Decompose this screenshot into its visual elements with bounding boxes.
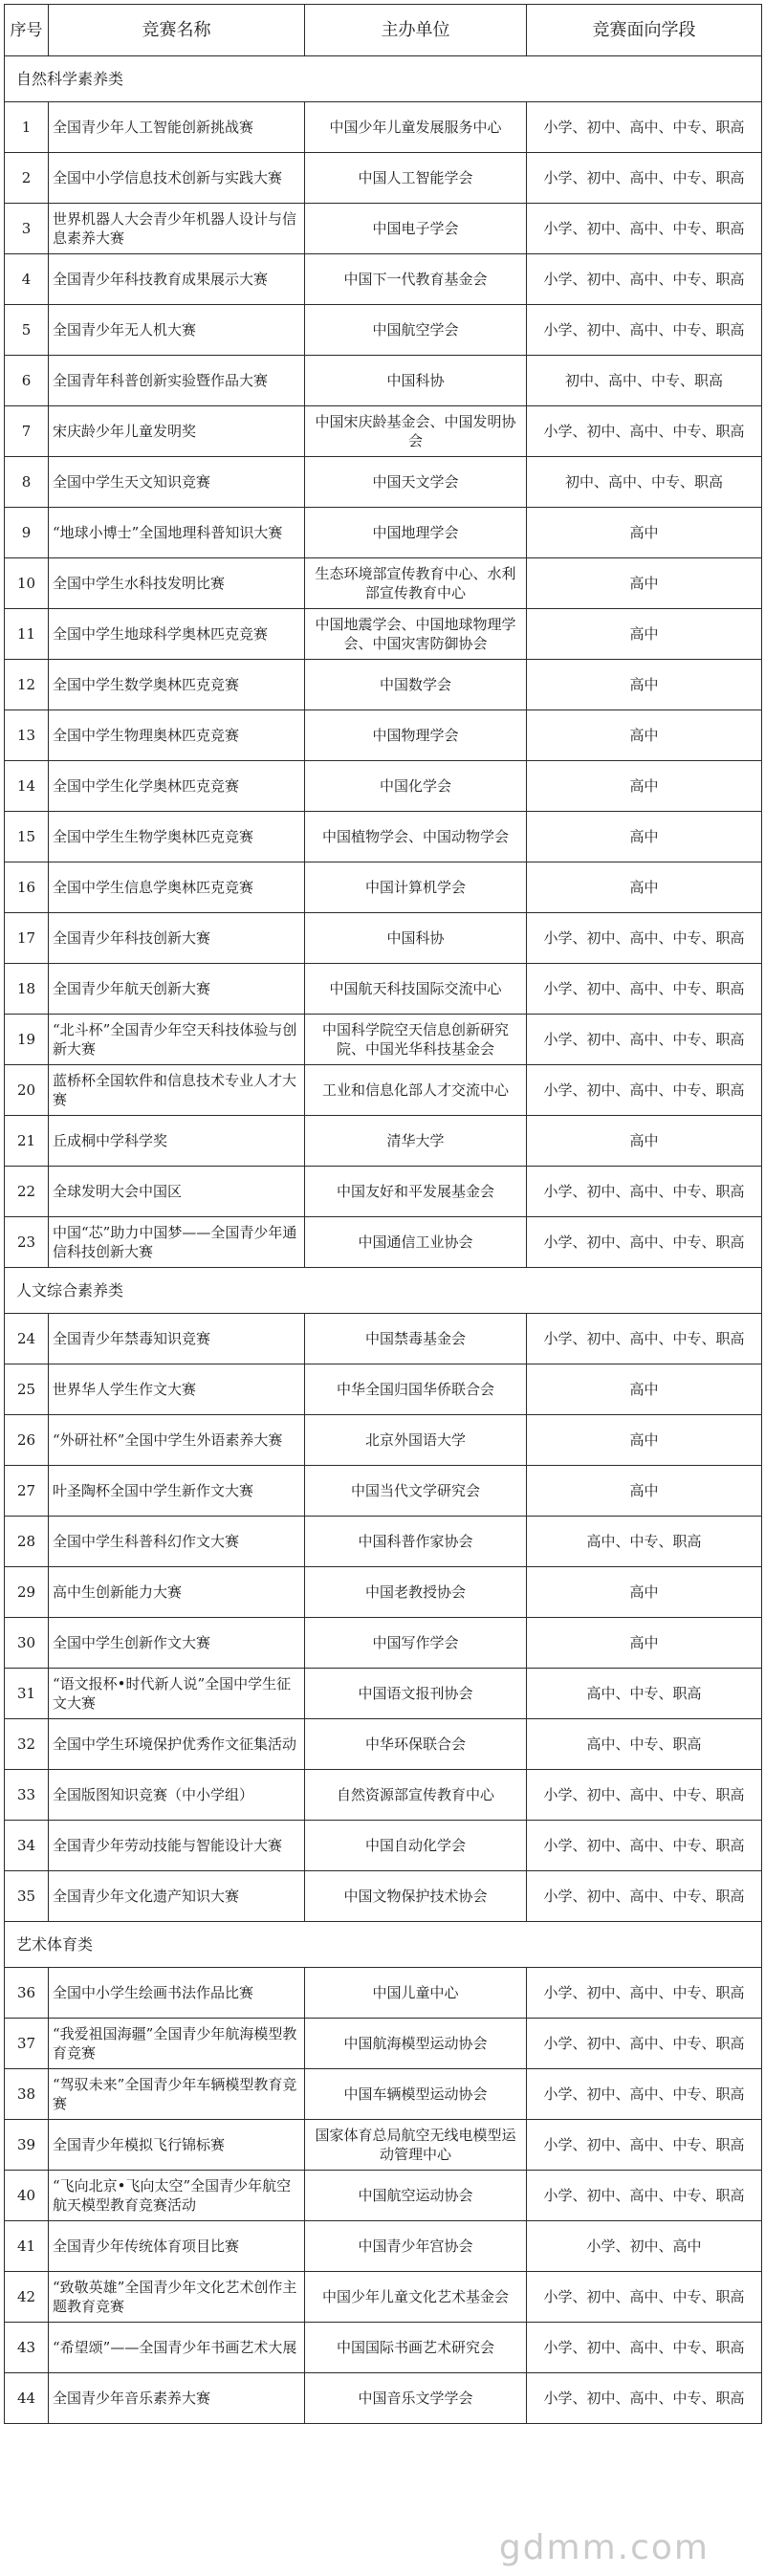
cell-organizer: 中国航天科技国际交流中心 bbox=[305, 964, 527, 1015]
cell-name: “我爱祖国海疆”全国青少年航海模型教育竞赛 bbox=[49, 2019, 305, 2069]
cell-organizer: 中国少年儿童文化艺术基金会 bbox=[305, 2272, 527, 2323]
cell-stage: 高中 bbox=[527, 609, 762, 660]
cell-no: 23 bbox=[5, 1217, 49, 1268]
cell-no: 7 bbox=[5, 406, 49, 457]
cell-name: 全国青少年航天创新大赛 bbox=[49, 964, 305, 1015]
table-row bbox=[5, 558, 762, 609]
cell-stage: 小学、初中、高中、中专、职高 bbox=[527, 1968, 762, 2019]
cell-name: 全国中小学生绘画书法作品比赛 bbox=[49, 1968, 305, 2019]
cell-stage: 小学、初中、高中、中专、职高 bbox=[527, 2171, 762, 2221]
cell-name: 全国青少年劳动技能与智能设计大赛 bbox=[49, 1821, 305, 1871]
table-body bbox=[5, 56, 762, 2424]
cell-no: 21 bbox=[5, 1116, 49, 1167]
section-row bbox=[5, 1922, 762, 1968]
cell-organizer: 中国文物保护技术协会 bbox=[305, 1871, 527, 1922]
header-stage: 竞赛面向学段 bbox=[527, 5, 762, 56]
cell-stage: 小学、初中、高中、中专、职高 bbox=[527, 406, 762, 457]
table-row bbox=[5, 1871, 762, 1922]
cell-no: 4 bbox=[5, 254, 49, 305]
cell-no: 35 bbox=[5, 1871, 49, 1922]
table-row bbox=[5, 102, 762, 153]
cell-name: 全国青少年传统体育项目比赛 bbox=[49, 2221, 305, 2272]
table-row bbox=[5, 254, 762, 305]
cell-stage: 小学、初中、高中、中专、职高 bbox=[527, 1871, 762, 1922]
cell-organizer: 中国地理学会 bbox=[305, 508, 527, 558]
cell-name: 全国中学生科普科幻作文大赛 bbox=[49, 1517, 305, 1567]
cell-name: 全国青少年模拟飞行锦标赛 bbox=[49, 2120, 305, 2171]
cell-organizer: 清华大学 bbox=[305, 1116, 527, 1167]
cell-organizer: 中国化学会 bbox=[305, 761, 527, 812]
cell-organizer: 中国计算机学会 bbox=[305, 862, 527, 913]
cell-stage: 小学、初中、高中、中专、职高 bbox=[527, 204, 762, 254]
table-row bbox=[5, 2323, 762, 2373]
cell-no: 33 bbox=[5, 1770, 49, 1821]
cell-no: 1 bbox=[5, 102, 49, 153]
cell-stage: 小学、初中、高中、中专、职高 bbox=[527, 1217, 762, 1268]
table-row bbox=[5, 1618, 762, 1669]
watermark: gdmm.com bbox=[498, 2528, 710, 2567]
table-row bbox=[5, 2221, 762, 2272]
cell-no: 25 bbox=[5, 1364, 49, 1415]
cell-organizer: 中国航海模型运动协会 bbox=[305, 2019, 527, 2069]
cell-stage: 小学、初中、高中、中专、职高 bbox=[527, 254, 762, 305]
table-header-row bbox=[5, 5, 762, 56]
cell-name: 全国中学生天文知识竞赛 bbox=[49, 457, 305, 508]
cell-stage: 小学、初中、高中、中专、职高 bbox=[527, 1821, 762, 1871]
cell-no: 20 bbox=[5, 1065, 49, 1116]
cell-stage: 高中 bbox=[527, 1364, 762, 1415]
cell-stage: 高中 bbox=[527, 1466, 762, 1517]
table-row bbox=[5, 1567, 762, 1618]
cell-no: 18 bbox=[5, 964, 49, 1015]
cell-stage: 高中 bbox=[527, 1116, 762, 1167]
table-row bbox=[5, 812, 762, 862]
table-row bbox=[5, 710, 762, 761]
table-row bbox=[5, 609, 762, 660]
cell-no: 15 bbox=[5, 812, 49, 862]
cell-no: 26 bbox=[5, 1415, 49, 1466]
table-row bbox=[5, 2120, 762, 2171]
cell-stage: 高中 bbox=[527, 660, 762, 710]
cell-name: 丘成桐中学科学奖 bbox=[49, 1116, 305, 1167]
cell-no: 32 bbox=[5, 1719, 49, 1770]
table-row bbox=[5, 204, 762, 254]
cell-no: 6 bbox=[5, 356, 49, 406]
table-row bbox=[5, 1968, 762, 2019]
section-title: 自然科学素养类 bbox=[5, 56, 762, 102]
table-row bbox=[5, 406, 762, 457]
cell-organizer: 中国科普作家协会 bbox=[305, 1517, 527, 1567]
table-row bbox=[5, 2069, 762, 2120]
cell-name: 全国青少年科技教育成果展示大赛 bbox=[49, 254, 305, 305]
cell-organizer: 中国写作学会 bbox=[305, 1618, 527, 1669]
cell-stage: 小学、初中、高中、中专、职高 bbox=[527, 913, 762, 964]
table-row bbox=[5, 1065, 762, 1116]
table-row bbox=[5, 964, 762, 1015]
cell-stage: 小学、初中、高中、中专、职高 bbox=[527, 1314, 762, 1364]
cell-stage: 高中、中专、职高 bbox=[527, 1719, 762, 1770]
table-row bbox=[5, 660, 762, 710]
table-row bbox=[5, 2272, 762, 2323]
cell-organizer: 中国地震学会、中国地球物理学会、中国灾害防御协会 bbox=[305, 609, 527, 660]
cell-no: 3 bbox=[5, 204, 49, 254]
cell-name: 世界机器人大会青少年机器人设计与信息素养大赛 bbox=[49, 204, 305, 254]
cell-no: 9 bbox=[5, 508, 49, 558]
cell-name: 中国“芯”助力中国梦——全国青少年通信科技创新大赛 bbox=[49, 1217, 305, 1268]
table-row bbox=[5, 761, 762, 812]
cell-name: “地球小博士”全国地理科普知识大赛 bbox=[49, 508, 305, 558]
cell-stage: 小学、初中、高中、中专、职高 bbox=[527, 305, 762, 356]
cell-name: 全国青少年禁毒知识竞赛 bbox=[49, 1314, 305, 1364]
cell-organizer: 中国科协 bbox=[305, 913, 527, 964]
cell-name: “驾驭未来”全国青少年车辆模型教育竞赛 bbox=[49, 2069, 305, 2120]
cell-organizer: 中国植物学会、中国动物学会 bbox=[305, 812, 527, 862]
table-row bbox=[5, 1770, 762, 1821]
cell-organizer: 中国电子学会 bbox=[305, 204, 527, 254]
cell-stage: 小学、初中、高中 bbox=[527, 2221, 762, 2272]
cell-stage: 高中、中专、职高 bbox=[527, 1669, 762, 1719]
cell-name: 全国青少年文化遗产知识大赛 bbox=[49, 1871, 305, 1922]
table-row bbox=[5, 2373, 762, 2424]
cell-organizer: 中国儿童中心 bbox=[305, 1968, 527, 2019]
cell-organizer: 中国语文报刊协会 bbox=[305, 1669, 527, 1719]
cell-stage: 初中、高中、中专、职高 bbox=[527, 356, 762, 406]
cell-no: 27 bbox=[5, 1466, 49, 1517]
table-row bbox=[5, 1466, 762, 1517]
table-row bbox=[5, 1669, 762, 1719]
cell-organizer: 中国物理学会 bbox=[305, 710, 527, 761]
cell-no: 44 bbox=[5, 2373, 49, 2424]
cell-stage: 高中 bbox=[527, 761, 762, 812]
cell-no: 12 bbox=[5, 660, 49, 710]
cell-stage: 小学、初中、高中、中专、职高 bbox=[527, 1015, 762, 1065]
cell-stage: 高中 bbox=[527, 862, 762, 913]
table-row bbox=[5, 1015, 762, 1065]
cell-no: 14 bbox=[5, 761, 49, 812]
cell-no: 19 bbox=[5, 1015, 49, 1065]
cell-no: 24 bbox=[5, 1314, 49, 1364]
cell-organizer: 中国宋庆龄基金会、中国发明协会 bbox=[305, 406, 527, 457]
cell-no: 10 bbox=[5, 558, 49, 609]
cell-stage: 小学、初中、高中、中专、职高 bbox=[527, 1065, 762, 1116]
cell-no: 29 bbox=[5, 1567, 49, 1618]
cell-organizer: 中国少年儿童发展服务中心 bbox=[305, 102, 527, 153]
cell-name: 世界华人学生作文大赛 bbox=[49, 1364, 305, 1415]
cell-organizer: 自然资源部宣传教育中心 bbox=[305, 1770, 527, 1821]
cell-organizer: 国家体育总局航空无线电模型运动管理中心 bbox=[305, 2120, 527, 2171]
cell-stage: 小学、初中、高中、中专、职高 bbox=[527, 153, 762, 204]
table-row bbox=[5, 153, 762, 204]
cell-no: 43 bbox=[5, 2323, 49, 2373]
cell-organizer: 中国天文学会 bbox=[305, 457, 527, 508]
cell-no: 22 bbox=[5, 1167, 49, 1217]
cell-organizer: 中国数学会 bbox=[305, 660, 527, 710]
cell-organizer: 北京外国语大学 bbox=[305, 1415, 527, 1466]
table-row bbox=[5, 356, 762, 406]
cell-no: 41 bbox=[5, 2221, 49, 2272]
cell-no: 39 bbox=[5, 2120, 49, 2171]
cell-no: 38 bbox=[5, 2069, 49, 2120]
cell-stage: 小学、初中、高中、中专、职高 bbox=[527, 2272, 762, 2323]
cell-stage: 初中、高中、中专、职高 bbox=[527, 457, 762, 508]
cell-organizer: 中国老教授协会 bbox=[305, 1567, 527, 1618]
cell-no: 2 bbox=[5, 153, 49, 204]
cell-organizer: 中国青少年宫协会 bbox=[305, 2221, 527, 2272]
cell-organizer: 中国当代文学研究会 bbox=[305, 1466, 527, 1517]
cell-organizer: 中国航空运动协会 bbox=[305, 2171, 527, 2221]
cell-organizer: 中国车辆模型运动协会 bbox=[305, 2069, 527, 2120]
cell-organizer: 中国科学院空天信息创新研究院、中国光华科技基金会 bbox=[305, 1015, 527, 1065]
cell-name: 全国中学生创新作文大赛 bbox=[49, 1618, 305, 1669]
cell-stage: 小学、初中、高中、中专、职高 bbox=[527, 1167, 762, 1217]
cell-organizer: 中国自动化学会 bbox=[305, 1821, 527, 1871]
section-row bbox=[5, 1268, 762, 1314]
cell-no: 28 bbox=[5, 1517, 49, 1567]
cell-name: 全国青少年人工智能创新挑战赛 bbox=[49, 102, 305, 153]
cell-name: 全国中小学信息技术创新与实践大赛 bbox=[49, 153, 305, 204]
cell-stage: 高中 bbox=[527, 558, 762, 609]
cell-organizer: 中华环保联合会 bbox=[305, 1719, 527, 1770]
header-no: 序号 bbox=[5, 5, 49, 56]
table-row bbox=[5, 913, 762, 964]
cell-name: 全国中学生信息学奥林匹克竞赛 bbox=[49, 862, 305, 913]
cell-name: “致敬英雄”全国青少年文化艺术创作主题教育竞赛 bbox=[49, 2272, 305, 2323]
cell-name: 全国青少年科技创新大赛 bbox=[49, 913, 305, 964]
table-row bbox=[5, 1217, 762, 1268]
cell-name: 全球发明大会中国区 bbox=[49, 1167, 305, 1217]
cell-name: 全国版图知识竞赛（中小学组） bbox=[49, 1770, 305, 1821]
competition-table bbox=[4, 4, 762, 2424]
cell-no: 37 bbox=[5, 2019, 49, 2069]
cell-name: 宋庆龄少年儿童发明奖 bbox=[49, 406, 305, 457]
table-row bbox=[5, 1364, 762, 1415]
table-row bbox=[5, 508, 762, 558]
cell-stage: 小学、初中、高中、中专、职高 bbox=[527, 1770, 762, 1821]
cell-organizer: 工业和信息化部人才交流中心 bbox=[305, 1065, 527, 1116]
cell-no: 11 bbox=[5, 609, 49, 660]
table-row bbox=[5, 1719, 762, 1770]
section-title: 艺术体育类 bbox=[5, 1922, 762, 1968]
cell-no: 17 bbox=[5, 913, 49, 964]
cell-stage: 小学、初中、高中、中专、职高 bbox=[527, 2120, 762, 2171]
table-row bbox=[5, 1415, 762, 1466]
section-row bbox=[5, 56, 762, 102]
cell-name: 全国中学生化学奥林匹克竞赛 bbox=[49, 761, 305, 812]
cell-stage: 高中 bbox=[527, 508, 762, 558]
cell-no: 16 bbox=[5, 862, 49, 913]
cell-no: 5 bbox=[5, 305, 49, 356]
cell-name: 全国中学生环境保护优秀作文征集活动 bbox=[49, 1719, 305, 1770]
cell-stage: 小学、初中、高中、中专、职高 bbox=[527, 2323, 762, 2373]
header-name: 竞赛名称 bbox=[49, 5, 305, 56]
cell-no: 13 bbox=[5, 710, 49, 761]
table-row bbox=[5, 1116, 762, 1167]
table-row bbox=[5, 2171, 762, 2221]
header-organizer: 主办单位 bbox=[305, 5, 527, 56]
cell-name: 叶圣陶杯全国中学生新作文大赛 bbox=[49, 1466, 305, 1517]
cell-name: 全国中学生生物学奥林匹克竞赛 bbox=[49, 812, 305, 862]
table-row bbox=[5, 1517, 762, 1567]
cell-name: “希望颂”——全国青少年书画艺术大展 bbox=[49, 2323, 305, 2373]
cell-no: 40 bbox=[5, 2171, 49, 2221]
cell-organizer: 中国人工智能学会 bbox=[305, 153, 527, 204]
cell-name: “飞向北京•飞向太空”全国青少年航空航天模型教育竞赛活动 bbox=[49, 2171, 305, 2221]
cell-name: 全国青少年音乐素养大赛 bbox=[49, 2373, 305, 2424]
table-row bbox=[5, 862, 762, 913]
cell-name: 全国中学生水科技发明比赛 bbox=[49, 558, 305, 609]
cell-no: 30 bbox=[5, 1618, 49, 1669]
cell-stage: 高中 bbox=[527, 1618, 762, 1669]
cell-organizer: 中国下一代教育基金会 bbox=[305, 254, 527, 305]
cell-organizer: 中国科协 bbox=[305, 356, 527, 406]
cell-name: 高中生创新能力大赛 bbox=[49, 1567, 305, 1618]
cell-name: “外研社杯”全国中学生外语素养大赛 bbox=[49, 1415, 305, 1466]
cell-name: 全国青少年无人机大赛 bbox=[49, 305, 305, 356]
table-row bbox=[5, 1167, 762, 1217]
cell-stage: 高中 bbox=[527, 710, 762, 761]
cell-stage: 高中 bbox=[527, 1415, 762, 1466]
cell-stage: 小学、初中、高中、中专、职高 bbox=[527, 2069, 762, 2120]
cell-stage: 高中 bbox=[527, 812, 762, 862]
cell-organizer: 中国禁毒基金会 bbox=[305, 1314, 527, 1364]
cell-no: 34 bbox=[5, 1821, 49, 1871]
cell-stage: 小学、初中、高中、中专、职高 bbox=[527, 2019, 762, 2069]
cell-no: 36 bbox=[5, 1968, 49, 2019]
cell-organizer: 中国友好和平发展基金会 bbox=[305, 1167, 527, 1217]
cell-name: “北斗杯”全国青少年空天科技体验与创新大赛 bbox=[49, 1015, 305, 1065]
cell-organizer: 中华全国归国华侨联合会 bbox=[305, 1364, 527, 1415]
cell-no: 31 bbox=[5, 1669, 49, 1719]
cell-stage: 小学、初中、高中、中专、职高 bbox=[527, 964, 762, 1015]
cell-name: 全国青年科普创新实验暨作品大赛 bbox=[49, 356, 305, 406]
cell-organizer: 中国音乐文学学会 bbox=[305, 2373, 527, 2424]
table-row bbox=[5, 305, 762, 356]
cell-organizer: 中国国际书画艺术研究会 bbox=[305, 2323, 527, 2373]
table-row bbox=[5, 1314, 762, 1364]
cell-organizer: 中国通信工业协会 bbox=[305, 1217, 527, 1268]
cell-name: 全国中学生地球科学奥林匹克竞赛 bbox=[49, 609, 305, 660]
section-title: 人文综合素养类 bbox=[5, 1268, 762, 1314]
cell-name: 全国中学生物理奥林匹克竞赛 bbox=[49, 710, 305, 761]
cell-no: 8 bbox=[5, 457, 49, 508]
table-row bbox=[5, 1821, 762, 1871]
cell-organizer: 中国航空学会 bbox=[305, 305, 527, 356]
cell-stage: 小学、初中、高中、中专、职高 bbox=[527, 2373, 762, 2424]
cell-stage: 高中 bbox=[527, 1567, 762, 1618]
table-row bbox=[5, 2019, 762, 2069]
cell-organizer: 生态环境部宣传教育中心、水利部宣传教育中心 bbox=[305, 558, 527, 609]
cell-no: 42 bbox=[5, 2272, 49, 2323]
cell-stage: 高中、中专、职高 bbox=[527, 1517, 762, 1567]
cell-name: “语文报杯•时代新人说”全国中学生征文大赛 bbox=[49, 1669, 305, 1719]
table-row bbox=[5, 457, 762, 508]
cell-name: 全国中学生数学奥林匹克竞赛 bbox=[49, 660, 305, 710]
cell-name: 蓝桥杯全国软件和信息技术专业人才大赛 bbox=[49, 1065, 305, 1116]
cell-stage: 小学、初中、高中、中专、职高 bbox=[527, 102, 762, 153]
